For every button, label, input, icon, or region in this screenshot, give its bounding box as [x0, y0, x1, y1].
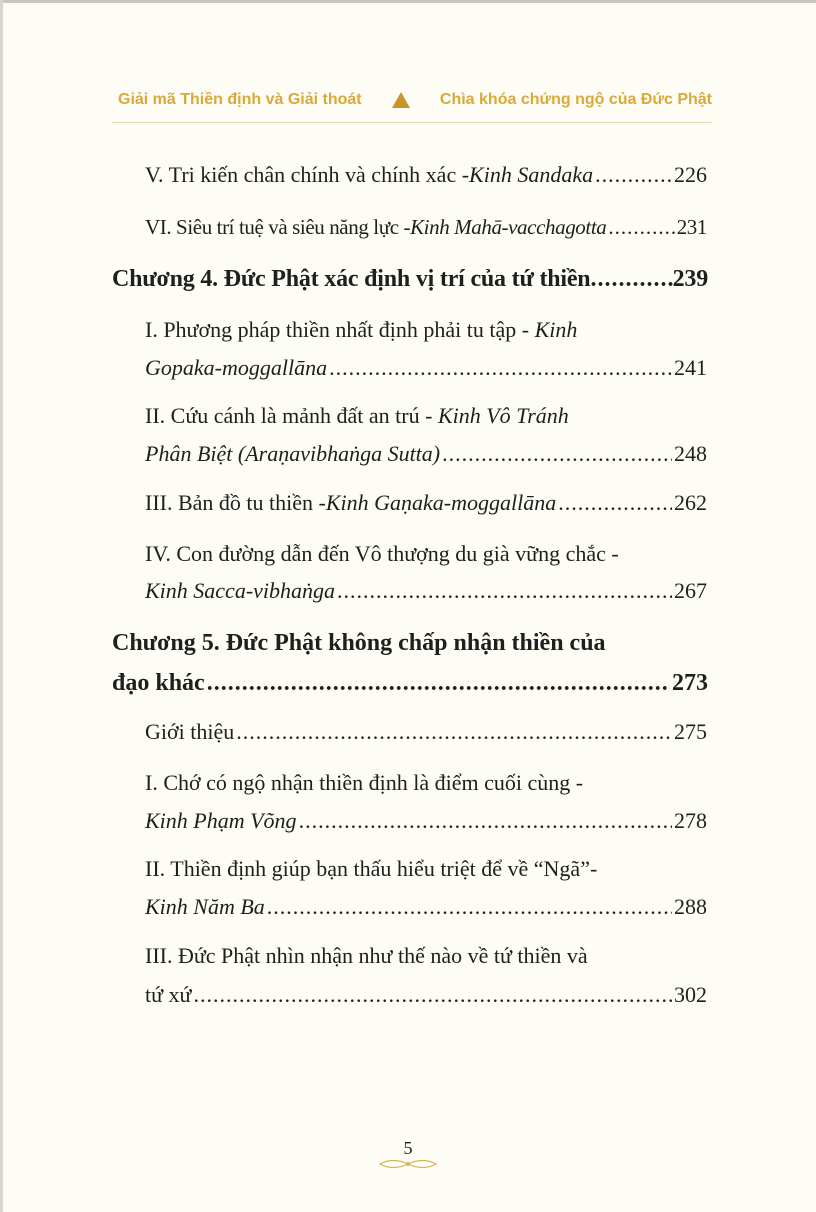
dot-leader — [267, 892, 672, 922]
toc-entry-line2: Kinh Phạm Võng ..... 278 — [145, 806, 707, 836]
toc-entry-line1: II. Cứu cánh là mảnh đất an trú - Kinh Vô Tránh — [145, 403, 569, 428]
dot-leader — [442, 439, 672, 469]
dot-leader — [558, 488, 672, 518]
toc-chapter-4: Chương 4. Đức Phật xác định vị trí của tứ thiền ..... 239 — [112, 264, 708, 294]
toc-entry: V. Tri kiến chân chính và chính xác - Kinh Sandaka ..... 226 — [145, 160, 707, 190]
toc-entry-line1: III. Đức Phật nhìn nhận như thế nào về tứ thiền và — [145, 943, 588, 968]
dot-leader — [337, 576, 672, 606]
toc-chapter-5-line1: Chương 5. Đức Phật không chấp nhận thiền của — [112, 630, 606, 656]
page-edge — [0, 0, 816, 3]
toc-page-number: 231 — [676, 215, 707, 239]
toc-entry: VI. Siêu trí tuệ và siêu năng lực - Kinh Mahā-vacchagotta ..... 231 — [145, 212, 707, 242]
toc-page-number: 241 — [674, 355, 707, 380]
dot-leader — [193, 980, 672, 1010]
dot-leader — [608, 212, 674, 242]
toc-chapter-5-line2: đạo khác ..... 273 — [112, 668, 708, 698]
dot-leader — [299, 806, 672, 836]
dot-leader — [207, 668, 670, 698]
toc-entry-line2: Kinh Sacca-vibhaṅga ..... 267 — [145, 576, 707, 606]
toc-entry: III. Bản đồ tu thiền - Kinh Gaṇaka-moggallāna ..... 262 — [145, 488, 707, 518]
toc-entry-line1: I. Chớ có ngộ nhận thiền định là điểm cuối cùng - — [145, 770, 584, 795]
toc-page-number: 273 — [672, 670, 708, 696]
header-rule — [112, 122, 712, 123]
toc-entry-line1: II. Thiền định giúp bạn thấu hiểu triệt để về “Ngã”- — [145, 856, 598, 881]
toc-entry-line1: IV. Con đường dẫn đến Vô thượng du già vững chắc - — [145, 541, 619, 566]
toc-page-number: 278 — [674, 808, 707, 833]
toc-page-number: 262 — [674, 490, 707, 515]
dot-leader — [595, 160, 672, 190]
toc-entry-line2: Phân Biệt (Araṇavibhaṅga Sutta) ..... 248 — [145, 439, 707, 469]
toc-entry-line2: Gopaka-moggallāna ..... 241 — [145, 353, 707, 383]
dot-leader — [590, 264, 672, 294]
toc-page-number: 302 — [674, 982, 707, 1007]
toc-page-number: 248 — [674, 441, 707, 466]
toc-entry-line2: tứ xứ ..... 302 — [145, 980, 707, 1010]
dot-leader — [236, 717, 672, 747]
toc-page-number: 239 — [672, 266, 708, 292]
running-header — [118, 86, 712, 114]
dot-leader — [329, 353, 672, 383]
header-left-title: Giải mã Thiền định và Giải thoát — [118, 91, 362, 108]
header-right-title: Chìa khóa chứng ngộ của Đức Phật — [439, 91, 712, 108]
toc-entry-line1: I. Phương pháp thiền nhất định phải tu tập - Kinh — [145, 317, 578, 342]
page-edge-left — [0, 0, 3, 1212]
toc-page-number: 275 — [674, 719, 707, 744]
stupa-icon — [392, 92, 410, 108]
toc-page-number: 288 — [674, 894, 707, 919]
toc-page-number: 226 — [674, 162, 707, 187]
toc-entry: Giới thiệu ..... 275 — [145, 717, 707, 747]
ornament-icon — [378, 1157, 438, 1171]
page-number: 5 — [403, 1138, 413, 1158]
toc-page-number: 267 — [674, 578, 707, 603]
toc-entry-line2: Kinh Năm Ba ..... 288 — [145, 892, 707, 922]
